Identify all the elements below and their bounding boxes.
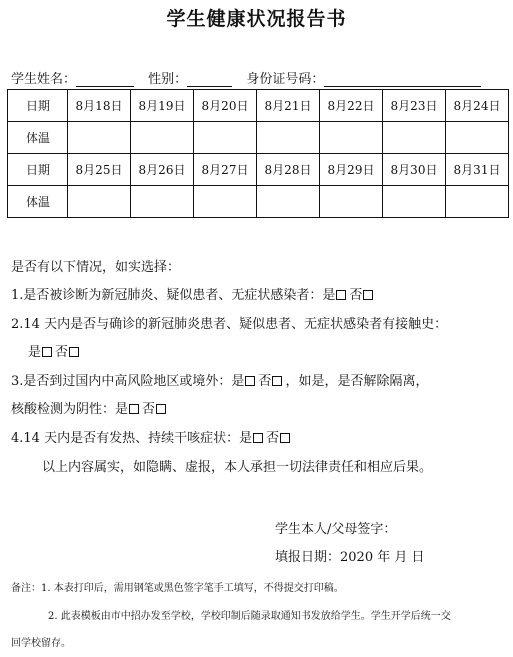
no-label: 否	[142, 402, 156, 417]
yes-checkbox[interactable]	[42, 347, 52, 357]
yes-checkbox[interactable]	[129, 404, 139, 414]
document-title: 学生健康状况报告书	[166, 8, 347, 30]
date-cell: 8月29日	[320, 154, 383, 186]
gender-blank[interactable]	[187, 72, 232, 87]
question-3-text-2: 核酸检测为阴性：	[11, 402, 116, 417]
date-cell: 8月24日	[446, 90, 509, 122]
question-1-text: 1.是否被诊断为新冠肺炎、疑似患者、无症状感染者：	[11, 288, 323, 303]
question-2: 2.14 天内是否与确诊的新冠肺炎患者、疑似患者、无症状感染者有接触史：	[11, 317, 448, 332]
temperature-cell[interactable]	[194, 186, 257, 218]
temperature-cell[interactable]	[257, 186, 320, 218]
date-cell: 8月31日	[446, 154, 509, 186]
student-info-row	[11, 68, 506, 88]
temperature-cell[interactable]	[68, 186, 131, 218]
temperature-cell[interactable]	[446, 186, 509, 218]
name-label: 学生姓名：	[11, 72, 77, 87]
temperature-cell[interactable]	[446, 122, 509, 154]
note-2: 2. 此表模板由市中招办发至学校，学校印制后随录取通知书发放给学生。学生开学后统一交	[48, 611, 451, 622]
temperature-table	[7, 89, 509, 218]
yes-label: 是	[322, 288, 336, 303]
yes-label: 是	[239, 431, 253, 446]
question-3-text: 3.是否到过国内中高风险地区或境外：	[11, 374, 232, 389]
date-cell: 8月27日	[194, 154, 257, 186]
table-row	[8, 186, 509, 218]
id-blank[interactable]	[324, 72, 481, 87]
table-row	[8, 90, 509, 122]
yes-checkbox[interactable]	[245, 376, 255, 386]
question-intro: 是否有以下情况，如实选择：	[11, 260, 181, 275]
question-2-options	[28, 345, 82, 361]
temperature-cell[interactable]	[383, 186, 446, 218]
gender-label: 性别：	[148, 72, 188, 87]
yes-checkbox[interactable]	[336, 290, 346, 300]
date-cell: 8月26日	[131, 154, 194, 186]
temperature-cell[interactable]	[383, 122, 446, 154]
question-3-line-2	[11, 402, 169, 418]
date-cell: 8月25日	[68, 154, 131, 186]
question-1	[11, 288, 376, 304]
no-label: 否	[266, 431, 280, 446]
date-cell: 8月20日	[194, 90, 257, 122]
row-header: 体温	[8, 186, 68, 218]
yes-label: 是	[231, 374, 245, 389]
yes-checkbox[interactable]	[253, 433, 263, 443]
no-label: 否	[349, 288, 363, 303]
row-header: 日期	[8, 90, 68, 122]
name-blank[interactable]	[76, 72, 134, 87]
no-label: 否	[258, 374, 272, 389]
no-label: 否	[55, 345, 69, 360]
id-label: 身份证号码：	[246, 72, 325, 87]
question-3	[11, 374, 428, 390]
yes-label: 是	[28, 345, 42, 360]
note-1: 备注：1. 本表打印后，需用钢笔或黑色签字笔手工填写，不得提交打印稿。	[11, 583, 344, 594]
temperature-cell[interactable]	[194, 122, 257, 154]
no-checkbox[interactable]	[156, 404, 166, 414]
row-header: 日期	[8, 154, 68, 186]
temperature-cell[interactable]	[68, 122, 131, 154]
yes-label: 是	[115, 402, 129, 417]
no-checkbox[interactable]	[272, 376, 282, 386]
no-checkbox[interactable]	[363, 290, 373, 300]
date-cell: 8月21日	[257, 90, 320, 122]
no-checkbox[interactable]	[69, 347, 79, 357]
question-3-followup: ，如是，是否解除隔离，	[285, 374, 429, 389]
temperature-cell[interactable]	[320, 186, 383, 218]
temperature-cell[interactable]	[131, 122, 194, 154]
date-cell: 8月22日	[320, 90, 383, 122]
row-header: 体温	[8, 122, 68, 154]
no-checkbox[interactable]	[280, 433, 290, 443]
date-label: 填报日期：2020 年 月 日	[275, 550, 425, 565]
question-4	[11, 431, 293, 447]
table-row	[8, 122, 509, 154]
question-4-text: 4.14 天内是否有发热、持续干咳症状：	[11, 431, 240, 446]
date-cell: 8月18日	[68, 90, 131, 122]
table-row	[8, 154, 509, 186]
date-cell: 8月23日	[383, 90, 446, 122]
declaration: 以上内容属实，如隐瞒、虚报，本人承担一切法律责任和相应后果。	[42, 460, 433, 475]
date-cell: 8月30日	[383, 154, 446, 186]
date-cell: 8月19日	[131, 90, 194, 122]
temperature-cell[interactable]	[320, 122, 383, 154]
note-2-continued: 回学校留存。	[11, 638, 71, 649]
temperature-cell[interactable]	[131, 186, 194, 218]
temperature-cell[interactable]	[257, 122, 320, 154]
date-cell: 8月28日	[257, 154, 320, 186]
signer-label: 学生本人/父母签字：	[275, 522, 397, 537]
